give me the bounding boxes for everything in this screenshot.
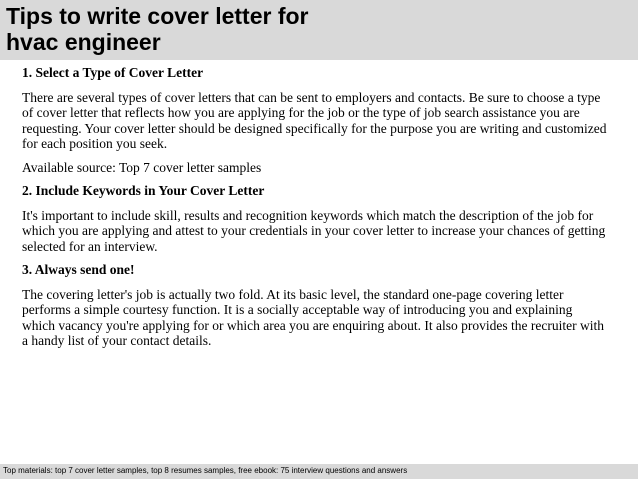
footer-text: Top materials: top 7 cover letter samples, top 8 resumes samples, free ebook: 75 interview questions and answers: [3, 466, 408, 475]
title-bar: [0, 0, 638, 60]
slide-content: [22, 65, 608, 357]
section-3-heading: 3. Always send one!: [22, 262, 135, 277]
slide-title: [6, 3, 626, 55]
title-line-1: Tips to write cover letter for: [6, 3, 309, 29]
section-1-source: Available source: Top 7 cover letter samples: [22, 159, 262, 175]
section-2-paragraph: It's important to include skill, results and recognition keywords which match the description of the job for which you are applying and attest to your credentials in your cover letter to increase your chances of getting selected for an interview.: [22, 207, 606, 254]
section-2-heading: 2. Include Keywords in Your Cover Letter: [22, 183, 265, 198]
section-1-paragraph: There are several types of cover letters that can be sent to employers and contacts. Be sure to choose a type of cover letter that reflects how you are applying for the job or the type of job search assistance you are requesting. Your cover letter should be designed specifically for the purpose you are writing and customized for each position you seek.: [22, 89, 607, 151]
section-3-paragraph: The covering letter's job is actually two fold. At its basic level, the standard one-page covering letter performs a simple courtesy function. It is a socially acceptable way of introducing you and explaining which vacancy you're applying for or which area you are enquiring about. It also provides the recruiter with a handy list of your contact details.: [22, 286, 604, 348]
title-line-2: hvac engineer: [6, 29, 161, 55]
section-1-heading: 1. Select a Type of Cover Letter: [22, 65, 204, 80]
footer-bar: [0, 464, 638, 479]
